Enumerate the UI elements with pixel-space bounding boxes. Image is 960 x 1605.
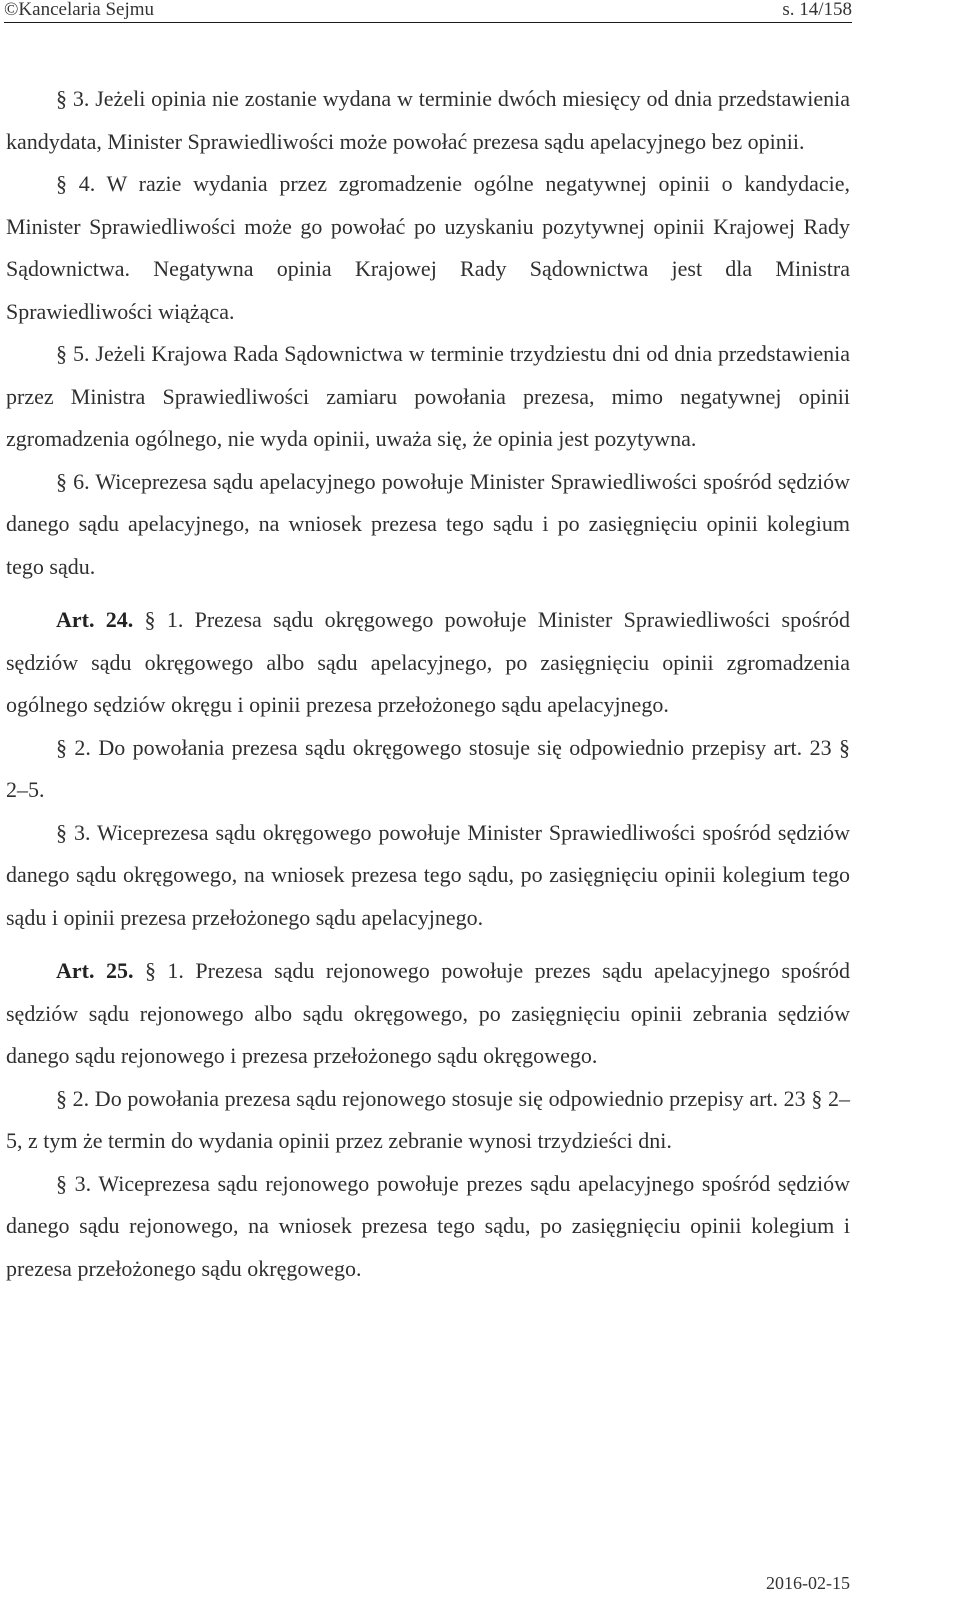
paragraph-text: § 3. Jeżeli opinia nie zostanie wydana w terminie dwóch miesięcy od dnia przedstawienia kandydata, Minister Sprawiedliwości może powołać prezesa sądu apelacyjnego bez opinii. <box>6 86 850 154</box>
paragraph <box>6 1078 850 1163</box>
article-paragraph <box>6 599 850 727</box>
header-page-number: s. 14/158 <box>782 0 852 20</box>
document-body <box>6 78 850 1290</box>
article-paragraph <box>6 950 850 1078</box>
footer-date: 2016-02-15 <box>766 1573 850 1593</box>
paragraph-text: § 1. Prezesa sądu okręgowego powołuje Minister Sprawiedliwości spośród sędziów sądu okręgowego albo sądu apelacyjnego, po zasięgnięciu opinii zgromadzenia ogólnego sędziów okręgu i opinii prezesa przełożonego sądu apelacyjnego. <box>6 607 851 717</box>
paragraph-text: § 3. Wiceprezesa sądu rejonowego powołuje prezes sądu apelacyjnego spośród sędziów danego sądu rejonowego, na wniosek prezesa tego sądu, po zasięgnięciu opinii kolegium i prezesa przełożonego sądu okręgowego. <box>6 1170 850 1281</box>
paragraph <box>6 78 850 163</box>
article-label: Art. 24. <box>56 607 134 632</box>
paragraph-text: § 2. Do powołania prezesa sądu okręgowego stosuje się odpowiednio przepisy art. 23 § 2–5. <box>6 734 850 802</box>
page-header <box>4 0 852 23</box>
paragraph-text: § 6. Wiceprezesa sądu apelacyjnego powołuje Minister Sprawiedliwości spośród sędziów danego sądu apelacyjnego, na wniosek prezesa tego sądu i po zasięgnięciu opinii kolegium tego sądu. <box>6 468 850 579</box>
paragraph-text: § 4. W razie wydania przez zgromadzenie ogólne negatywnej opinii o kandydacie, Minister Sprawiedliwości może go powołać po uzyskaniu pozytywnej opinii Krajowej Rady Sądownictwa. Negatywna opinia Krajowej Rady Sądownictwa jest dla Ministra Sprawiedliwości wiążąca. <box>6 171 850 324</box>
header-publisher: ©Kancelaria Sejmu <box>4 0 155 20</box>
paragraph <box>6 727 850 812</box>
paragraph <box>6 461 850 589</box>
paragraph <box>6 1163 850 1291</box>
article-label: Art. 25. <box>56 958 134 983</box>
paragraph <box>6 812 850 940</box>
paragraph-text: § 5. Jeżeli Krajowa Rada Sądownictwa w terminie trzydziestu dni od dnia przedstawienia przez Ministra Sprawiedliwości zamiaru powołania prezesa, mimo negatywnej opinii zgromadzenia ogólnego, nie wyda opinii, uważa się, że opinia jest pozytywna. <box>6 341 850 451</box>
paragraph-text: § 2. Do powołania prezesa sądu rejonowego stosuje się odpowiednio przepisy art. 23 § 2–5, z tym że termin do wydania opinii przez zebranie wynosi trzydzieści dni. <box>6 1085 850 1153</box>
paragraph-text: § 3. Wiceprezesa sądu okręgowego powołuje Minister Sprawiedliwości spośród sędziów danego sądu okręgowego, na wniosek prezesa tego sądu, po zasięgnięciu opinii kolegium tego sądu i opinii prezesa przełożonego sądu apelacyjnego. <box>6 819 850 930</box>
paragraph <box>6 333 850 461</box>
paragraph-text: § 1. Prezesa sądu rejonowego powołuje prezes sądu apelacyjnego spośród sędziów sądu rejonowego albo sądu okręgowego, po zasięgnięciu opinii zebrania sędziów danego sądu rejonowego i prezesa przełożonego sądu okręgowego. <box>6 958 851 1068</box>
paragraph <box>6 163 850 333</box>
